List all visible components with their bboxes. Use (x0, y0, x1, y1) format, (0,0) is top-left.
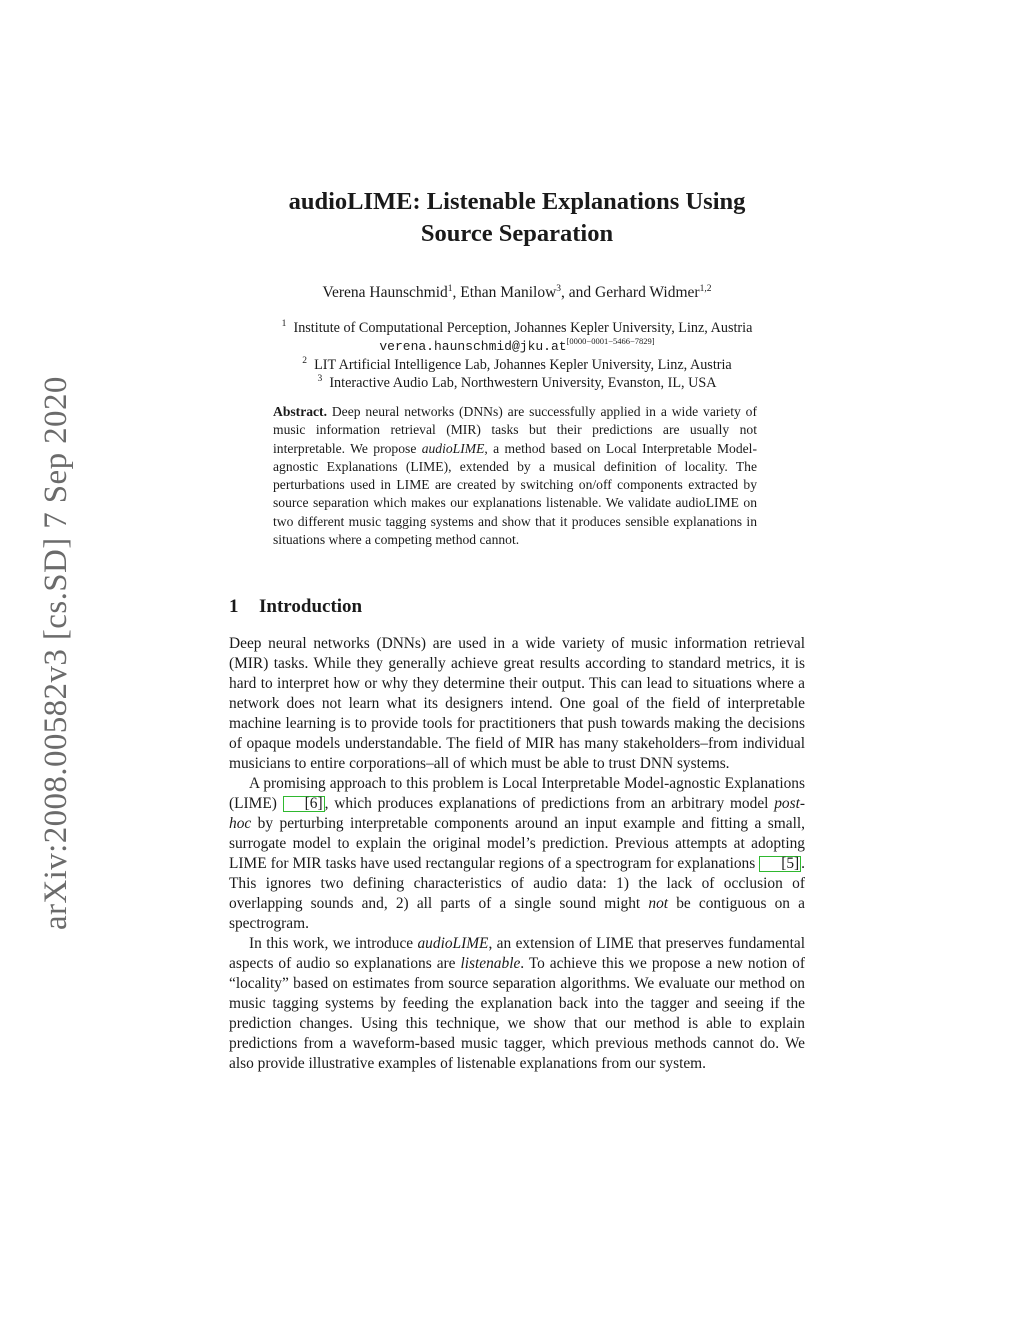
title-line-1: audioLIME: Listenable Explanations Using (288, 188, 746, 215)
email-link[interactable]: verena.haunschmid@jku.at (379, 339, 567, 354)
section-title: Introduction (259, 596, 363, 617)
affiliations (226, 319, 808, 392)
author-list: Verena Haunschmid$^1$, Ethan Manilow$^3$, and Gerhard Widmer$^{1,2}$ (322, 284, 712, 301)
introduction-body (229, 634, 805, 1074)
affiliation-2: $^2$ LIT Artificial Intelligence Lab, Johannes Kepler University, Linz, Austria (302, 356, 732, 373)
paragraph: In this work, we introduce audioLIME, an extension of LIME that preserves fundamental aspects of audio so explanations are listenable. To achieve this we propose a new notion of “locality” based on estimates from source separation algorithms. We evaluate our method on music tagging systems by feeding the explanation back into the tagger and seeing if the prediction changes. Using this technique, we show that our method is able to explain predictions from a waveform-based music tagger, which previous methods cannot do. We also provide illustrative examples of listenable explanations from our system. (229, 935, 805, 1072)
author-affil-mark: 3 (556, 284, 562, 294)
author-affil-mark: 1 (447, 284, 453, 294)
paragraph: Deep neural networks (DNNs) are used in a wide variety of music information retrieval (MIR) tasks. While they generally achieve great results according to standard metrics, it is hard to interpret how or why they determine their output. This can lead to situations where a network does not learn what its designers intend. One goal of the field of interpretable machine learning is to provide tools for practitioners that push towards making the decisions of opaque models understandable. The field of MIR has many stakeholders–from individual musicians to entire corporations–all of which must be able to trust DNN systems. (229, 635, 805, 772)
author-name: Gerhard Widmer (595, 284, 700, 301)
abstract-label: Abstract. (273, 404, 327, 419)
citation-link[interactable]: [6] (283, 796, 325, 812)
author-name: Ethan Manilow (460, 284, 557, 301)
arxiv-identifier: arXiv:2008.00582v3 [cs.SD] 7 Sep 2020 (38, 376, 74, 930)
abstract: Abstract. Deep neural networks (DNNs) are successfully applied in a wide variety of music information retrieval (MIR) tasks but their predictions are usually not interpretable. We propose audioLIME, a method based on Local Interpretable Model-agnostic Explanations (LIME), extended by a musical definition of locality. The perturbations used in LIME are created by switching on/off components extracted by source separation which makes our explanations listenable. We validate audioLIME on two different music tagging systems and show that it produces sensible explanations in situations where a competing method cannot. (273, 404, 757, 548)
paragraph: A promising approach to this problem is Local Interpretable Model-agnostic Explanations (LIME) [6] , which produces explanations of predictions from an arbitrary model post-hoc by perturbing interpretable components around an input example and fitting a small, surrogate model to explain the original model’s prediction. Previous attempts at adopting LIME for MIR tasks have used rectangular regions of a spectrogram for explanations [5] . This ignores two defining characteristics of audio data: 1) the lack of occlusion of overlapping sounds and, 2) all parts of a single sound might not be contiguous on a spectrogram. (229, 775, 805, 932)
author-affil-mark: 1,2 (699, 284, 712, 294)
orcid-id[interactable]: [0000−0001−5466−7829] (566, 336, 655, 346)
affiliation-1: $^1$ Institute of Computational Perception, Johannes Kepler University, Linz, Austria (281, 319, 753, 336)
author-name: Verena Haunschmid (322, 284, 448, 301)
paper-title (230, 186, 804, 250)
section-heading (229, 596, 362, 618)
citation-link[interactable]: [5] (759, 856, 801, 872)
section-number: 1 (229, 596, 239, 617)
title-line-2: Source Separation (420, 220, 614, 247)
author-contact (226, 337, 808, 356)
affiliation-3: $^3$ Interactive Audio Lab, Northwestern University, Evanston, IL, USA (317, 374, 717, 391)
